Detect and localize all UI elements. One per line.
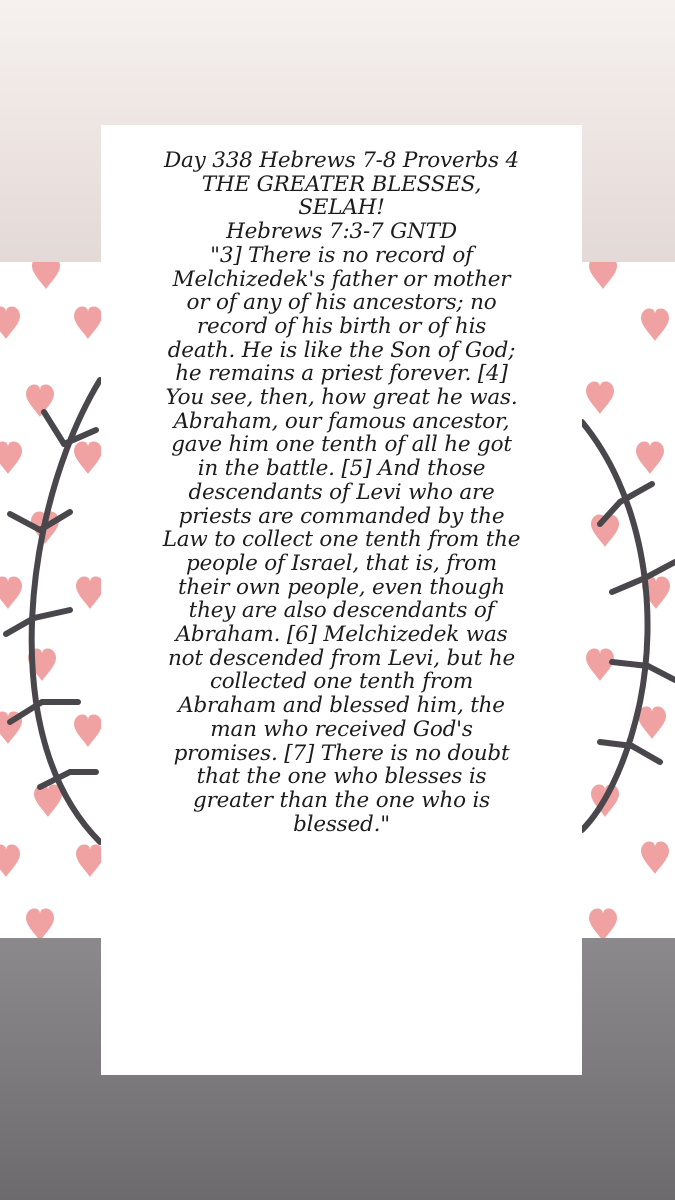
scripture-card xyxy=(101,125,582,1075)
heart-icon xyxy=(589,908,617,938)
verse-line: man who received God's xyxy=(210,716,473,742)
verse-line: that the one who blesses is xyxy=(196,764,487,790)
verse-line: greater than the one who is xyxy=(193,787,490,813)
heart-icon xyxy=(0,441,22,474)
heart-icon xyxy=(638,706,666,739)
verse-line: record of his birth or of his xyxy=(196,313,487,339)
reference-line: Hebrews 7:3-7 GNTD xyxy=(226,219,457,245)
heart-icon xyxy=(74,714,102,747)
heart-icon xyxy=(589,262,617,289)
verse-line: priests are commanded by the xyxy=(178,503,505,529)
heart-icon xyxy=(641,841,669,874)
verse-line: You see, then, how great he was. xyxy=(165,385,518,411)
verse-line: or of any of his ancestors; no xyxy=(186,290,497,316)
heart-icon xyxy=(636,441,664,474)
heart-icon xyxy=(76,844,104,877)
verse-line: gave him one tenth of all he got xyxy=(171,432,512,458)
scripture-text xyxy=(109,149,574,836)
heart-icon xyxy=(74,306,102,339)
heart-icon xyxy=(26,908,54,938)
verse-line: Abraham. [6] Melchizedek was xyxy=(175,622,508,648)
heart-icon xyxy=(641,308,669,341)
heading-line: THE GREATER BLESSES, xyxy=(201,171,482,197)
heart-icon xyxy=(0,576,22,609)
heart-icon xyxy=(0,306,20,339)
verse-line: descendants of Levi who are xyxy=(188,479,495,505)
verse-line: promises. [7] There is no doubt xyxy=(173,740,510,766)
verse-line: Abraham and blessed him, the xyxy=(178,693,505,719)
verse-line: people of Israel, that is, from xyxy=(186,550,497,576)
verse-line: he remains a priest forever. [4] xyxy=(175,361,508,387)
heart-icon xyxy=(0,844,20,877)
heart-icon xyxy=(26,384,54,417)
heading-line: SELAH! xyxy=(298,195,385,221)
verse-line: collected one tenth from xyxy=(209,669,474,695)
heart-icon xyxy=(586,648,614,681)
branch-icon xyxy=(582,422,675,830)
heart-icon xyxy=(76,576,104,609)
heart-icon xyxy=(32,262,60,289)
title-line: Day 338 Hebrews 7-8 Proverbs 4 xyxy=(163,148,520,173)
verse-line: "3] There is no record of xyxy=(210,242,473,268)
verse-line: they are also descendants of xyxy=(188,598,495,624)
verse-line: Law to collect one tenth from the xyxy=(162,527,521,553)
verse-line: not descended from Levi, but he xyxy=(167,645,516,671)
heart-icon xyxy=(74,441,102,474)
heart-icon xyxy=(586,381,614,414)
verse-line: Melchizedek's father or mother xyxy=(172,266,511,292)
verse-line: death. He is like the Son of God; xyxy=(167,337,516,363)
verse-line: in the battle. [5] And those xyxy=(197,456,486,482)
verse-line: blessed." xyxy=(293,811,390,837)
verse-line: their own people, even though xyxy=(177,574,506,600)
verse-line: Abraham, our famous ancestor, xyxy=(173,408,510,434)
